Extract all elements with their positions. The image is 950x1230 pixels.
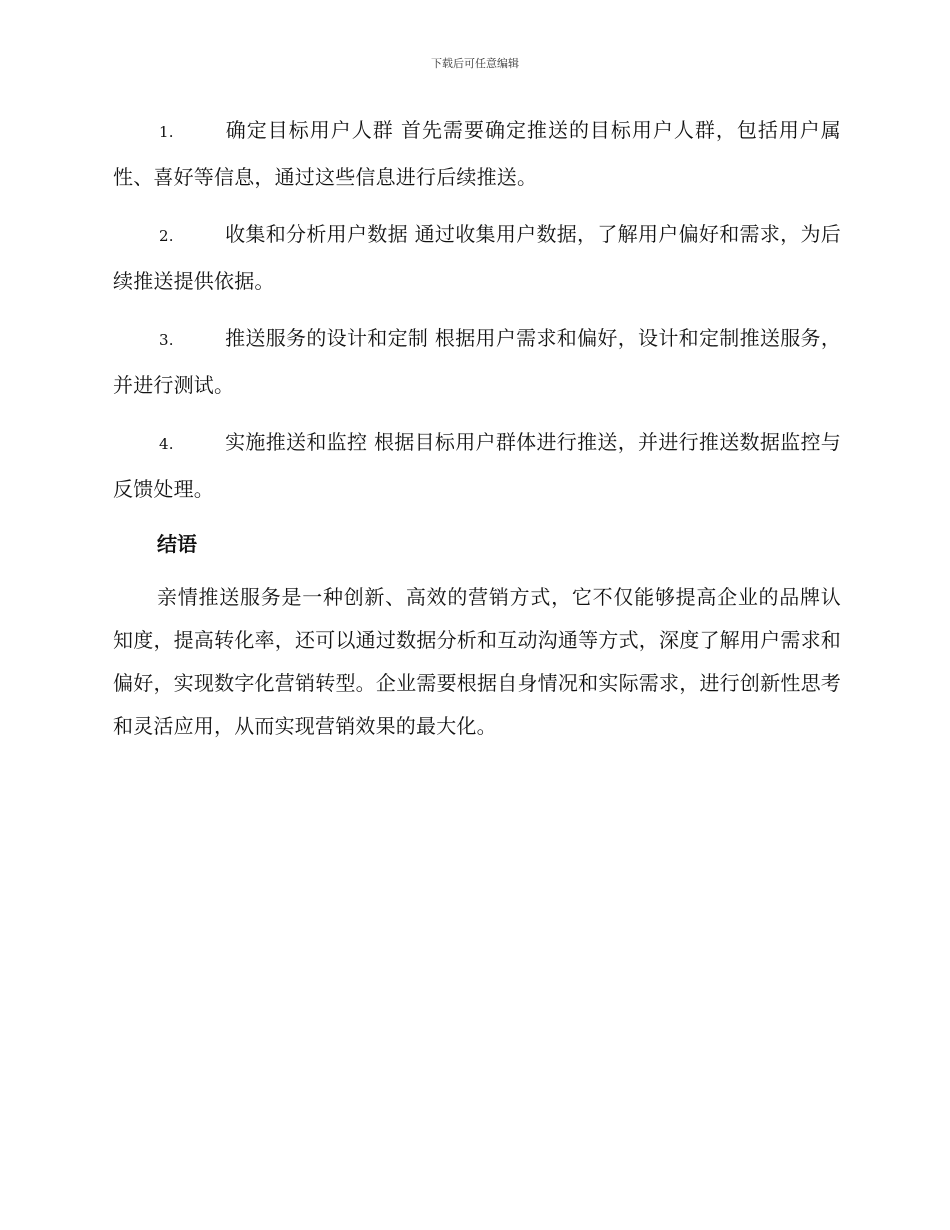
- list-item-title: 确定目标用户人群: [225, 118, 394, 142]
- list-item-title: 推送服务的设计和定制: [225, 326, 429, 350]
- list-number: 2.: [159, 227, 174, 245]
- list-item-1: [113, 108, 841, 200]
- list-item-body: 根据用户需求和偏好，设计和定制推送服务，并进行测试。: [113, 326, 842, 397]
- list-number: 3.: [159, 331, 174, 349]
- list-item-3: [113, 316, 841, 408]
- document-body: [113, 108, 841, 748]
- conclusion-paragraph: 亲情推送服务是一种创新、高效的营销方式，它不仅能够提高企业的品牌认知度，提高转化率，还可以通过数据分析和互动沟通等方式，深度了解用户需求和偏好，实现数字化营销转型。企业需要根据自身情况和实际需求，进行创新性思考和灵活应用，从而实现营销效果的最大化。: [113, 585, 841, 738]
- list-item-title: 收集和分析用户数据: [225, 222, 408, 246]
- list-item-2: [113, 212, 841, 304]
- page-header: 下载后可任意编辑: [431, 57, 519, 70]
- list-number: 1.: [159, 123, 174, 141]
- list-item-4: [113, 420, 841, 512]
- list-number: 4.: [159, 435, 174, 453]
- list-item-body: 根据目标用户群体进行推送，并进行推送数据监控与反馈处理。: [113, 430, 841, 501]
- list-item-body: 通过收集用户数据，了解用户偏好和需求，为后续推送提供依据。: [113, 222, 841, 293]
- list-item-body: 首先需要确定推送的目标用户人群，包括用户属性、喜好等信息，通过这些信息进行后续推送。: [113, 118, 841, 189]
- list-item-title: 实施推送和监控: [225, 430, 368, 454]
- conclusion-heading: 结语: [157, 532, 197, 556]
